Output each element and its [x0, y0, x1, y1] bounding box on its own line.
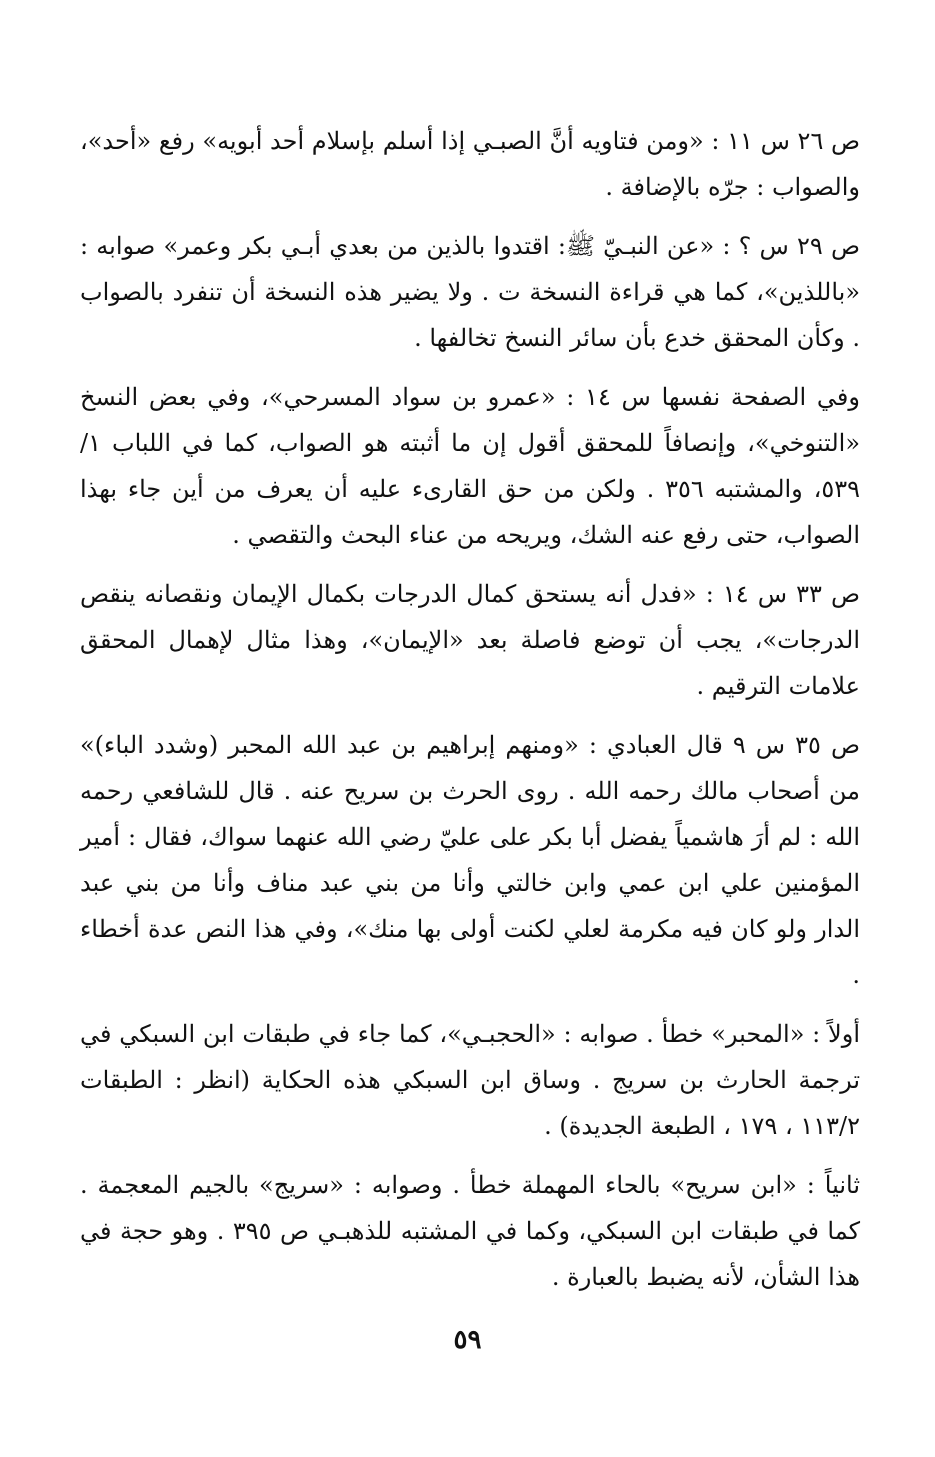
paragraph-4: ص ٣٣ س ١٤ : «فدل أنه يستحق كمال الدرجات بكمال الإيمان ونقصانه ينقص الدرجات»، يجب أن توضع فاصلة بعد «الإيمان»، وهذا مثال لإهمال المحقق علامات الترقيم . [80, 580, 861, 700]
paragraph-7: ثانياً : «ابن سريح» بالحاء المهملة خطأ . وصوابه : «سريج» بالجيم المعجمة . كما في طبقات ابن السبكي، وكما في المشتبه للذهبـي ص ٣٩٥ . وهو حجة في هذا الشأن، لأنه يضبط بالعبارة . [80, 1171, 861, 1291]
paragraph-3: وفي الصفحة نفسها س ١٤ : «عمرو بن سواد المسرحي»، وفي بعض النسخ «التنوخي»، وإنصافاً للمحقق أقول إن ما أثبته هو الصواب، كما في اللباب ١/ ٥٣٩، والمشتبه ٣٥٦ . ولكن من حق القارىء عليه أن يعرف من أين جاء بهذا الصواب، حتى رفع عنه الشك، ويريحه من عناء البحث والتقصي . [80, 383, 860, 549]
page-body [80, 118, 860, 1313]
page-number: ٥٩ [453, 1325, 482, 1355]
paragraph-6: أولاً : «المحبر» خطأ . صوابه : «الحجبـي»، كما جاء في طبقات ابن السبكي في ترجمة الحارث بن سريج . وساق ابن السبكي هذه الحكاية (انظر : الطبقات ١١٣/٢ ، ١٧٩ ، الطبعة الجديدة) . [80, 1020, 860, 1140]
paragraph-1: ص ٢٦ س ١١ : «ومن فتاويه أنَّ الصبـي إذا أسلم بإسلام أحد أبويه» رفع «أحد»، والصواب : جرّه بالإضافة . [80, 127, 861, 201]
paragraph-5: ص ٣٥ س ٩ قال العبادي : «ومنهم إبراهيم بن عبد الله المحبر (وشدد الباء)» من أصحاب مالك رحمه الله . روى الحرث بن سريح عنه . قال للشافعي رحمه الله : لم أرَ هاشمياً يفضل أبا بكر على عليّ رضي الله عنهما سواك، فقال : أمير المؤمنين علي ابن عمي وابن خالتي وأنا من بني عبد مناف وأنا من بني عبد الدار ولو كان فيه مكرمة لعلي لكنت أولى بها منك»، وفي هذا النص عدة أخطاء . [80, 731, 860, 989]
paragraph-2: ص ٢٩ س ؟ : «عن النبـيّ ﷺ: اقتدوا بالذين من بعدي أبـي بكر وعمر» صوابه : «باللذين»، كما هي قراءة النسخة ت . ولا يضير هذه النسخة أن تنفرد بالصواب . وكأن المحقق خدع بأن سائر النسخ تخالفها . [80, 232, 861, 352]
